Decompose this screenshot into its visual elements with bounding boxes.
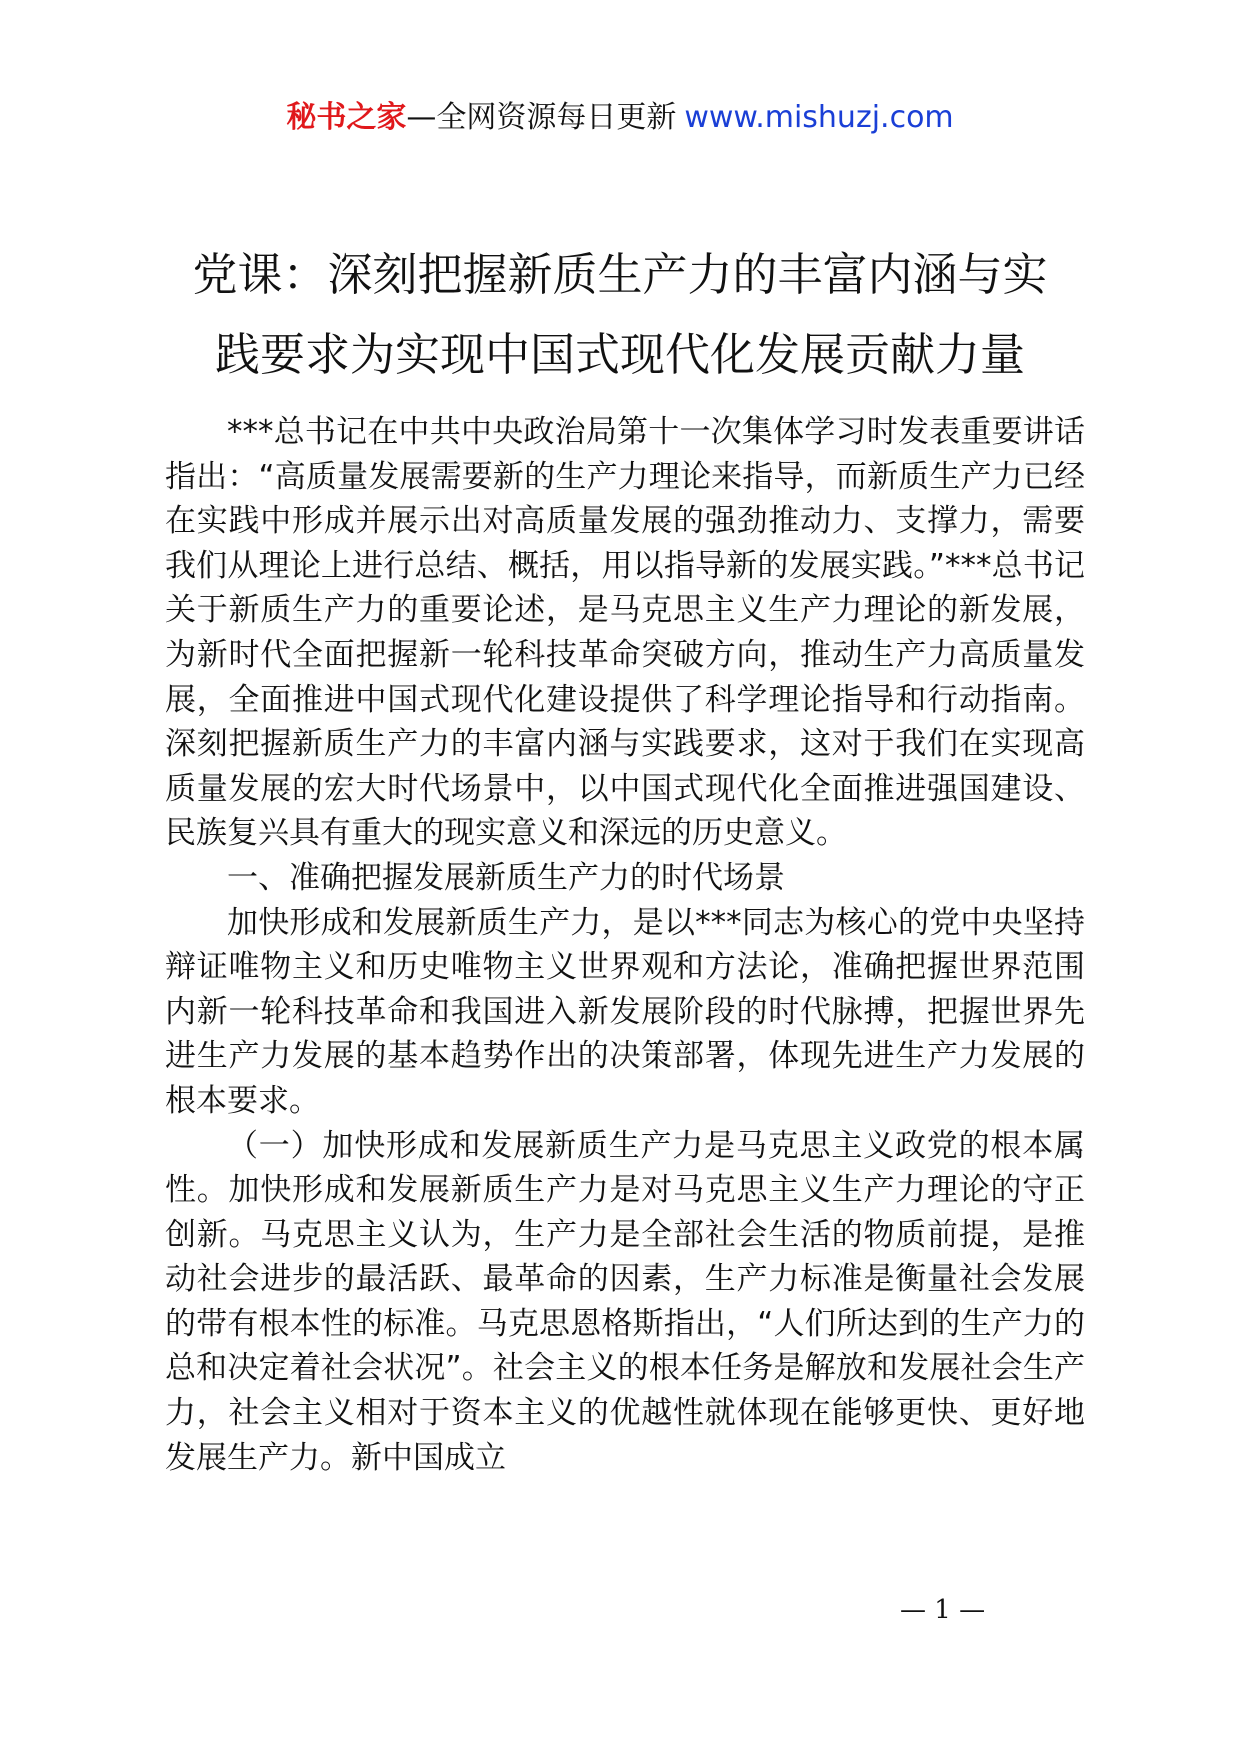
site-header xyxy=(0,98,1240,138)
body-paragraph: 加快形成和发展新质生产力，是以***同志为核心的党中央坚持辩证唯物主义和历史唯物主义世界观和方法论，准确把握世界范围内新一轮科技革命和我国进入新发展阶段的时代脉搏，把握世界先进生产力发展的基本趋势作出的决策部署，体现先进生产力发展的根本要求。 xyxy=(165,904,1085,1119)
body-paragraph: ***总书记在中共中央政治局第十一次集体学习时发表重要讲话指出：“高质量发展需要新的生产力理论来指导，而新质生产力已经在实践中形成并展示出对高质量发展的强劲推动力、支撑力，需要我们从理论上进行总结、概括，用以指导新的发展实践。”***总书记关于新质生产力的重要论述，是马克思主义生产力理论的新发展，为新时代全面把握新一轮科技革命突破方向，推动生产力高质量发展，全面推进中国式现代化建设提供了科学理论指导和行动指南。深刻把握新质生产力的丰富内涵与实践要求，这对于我们在实现高质量发展的宏大时代场景中，以中国式现代化全面推进强国建设、民族复兴具有重大的现实意义和深远的历史意义。 xyxy=(165,414,1085,852)
site-url[interactable]: www.mishuzj.com xyxy=(684,100,954,135)
document-body xyxy=(165,410,1085,1480)
title-line-2: 践要求为实现中国式现代化发展贡献力量 xyxy=(214,328,1025,381)
title-line-1: 党课：深刻把握新质生产力的丰富内涵与实 xyxy=(192,248,1048,301)
page-number: — 1 — xyxy=(900,1595,986,1625)
section-heading: 一、准确把握发展新质生产力的时代场景 xyxy=(227,859,785,896)
site-brand: 秘书之家 xyxy=(286,100,407,135)
document-title xyxy=(160,235,1080,395)
site-tagline: —全网资源每日更新 xyxy=(406,100,677,135)
body-paragraph: （一）加快形成和发展新质生产力是马克思主义政党的根本属性。加快形成和发展新质生产力是对马克思主义生产力理论的守正创新。马克思主义认为，生产力是全部社会生活的物质前提，是推动社会进步的最活跃、最革命的因素，生产力标准是衡量社会发展的带有根本性的标准。马克思恩格斯指出，“人们所达到的生产力的总和决定着社会状况”。社会主义的根本任务是解放和发展社会生产力，社会主义相对于资本主义的优越性就体现在能够更快、更好地发展生产力。新中国成立 xyxy=(165,1127,1085,1476)
